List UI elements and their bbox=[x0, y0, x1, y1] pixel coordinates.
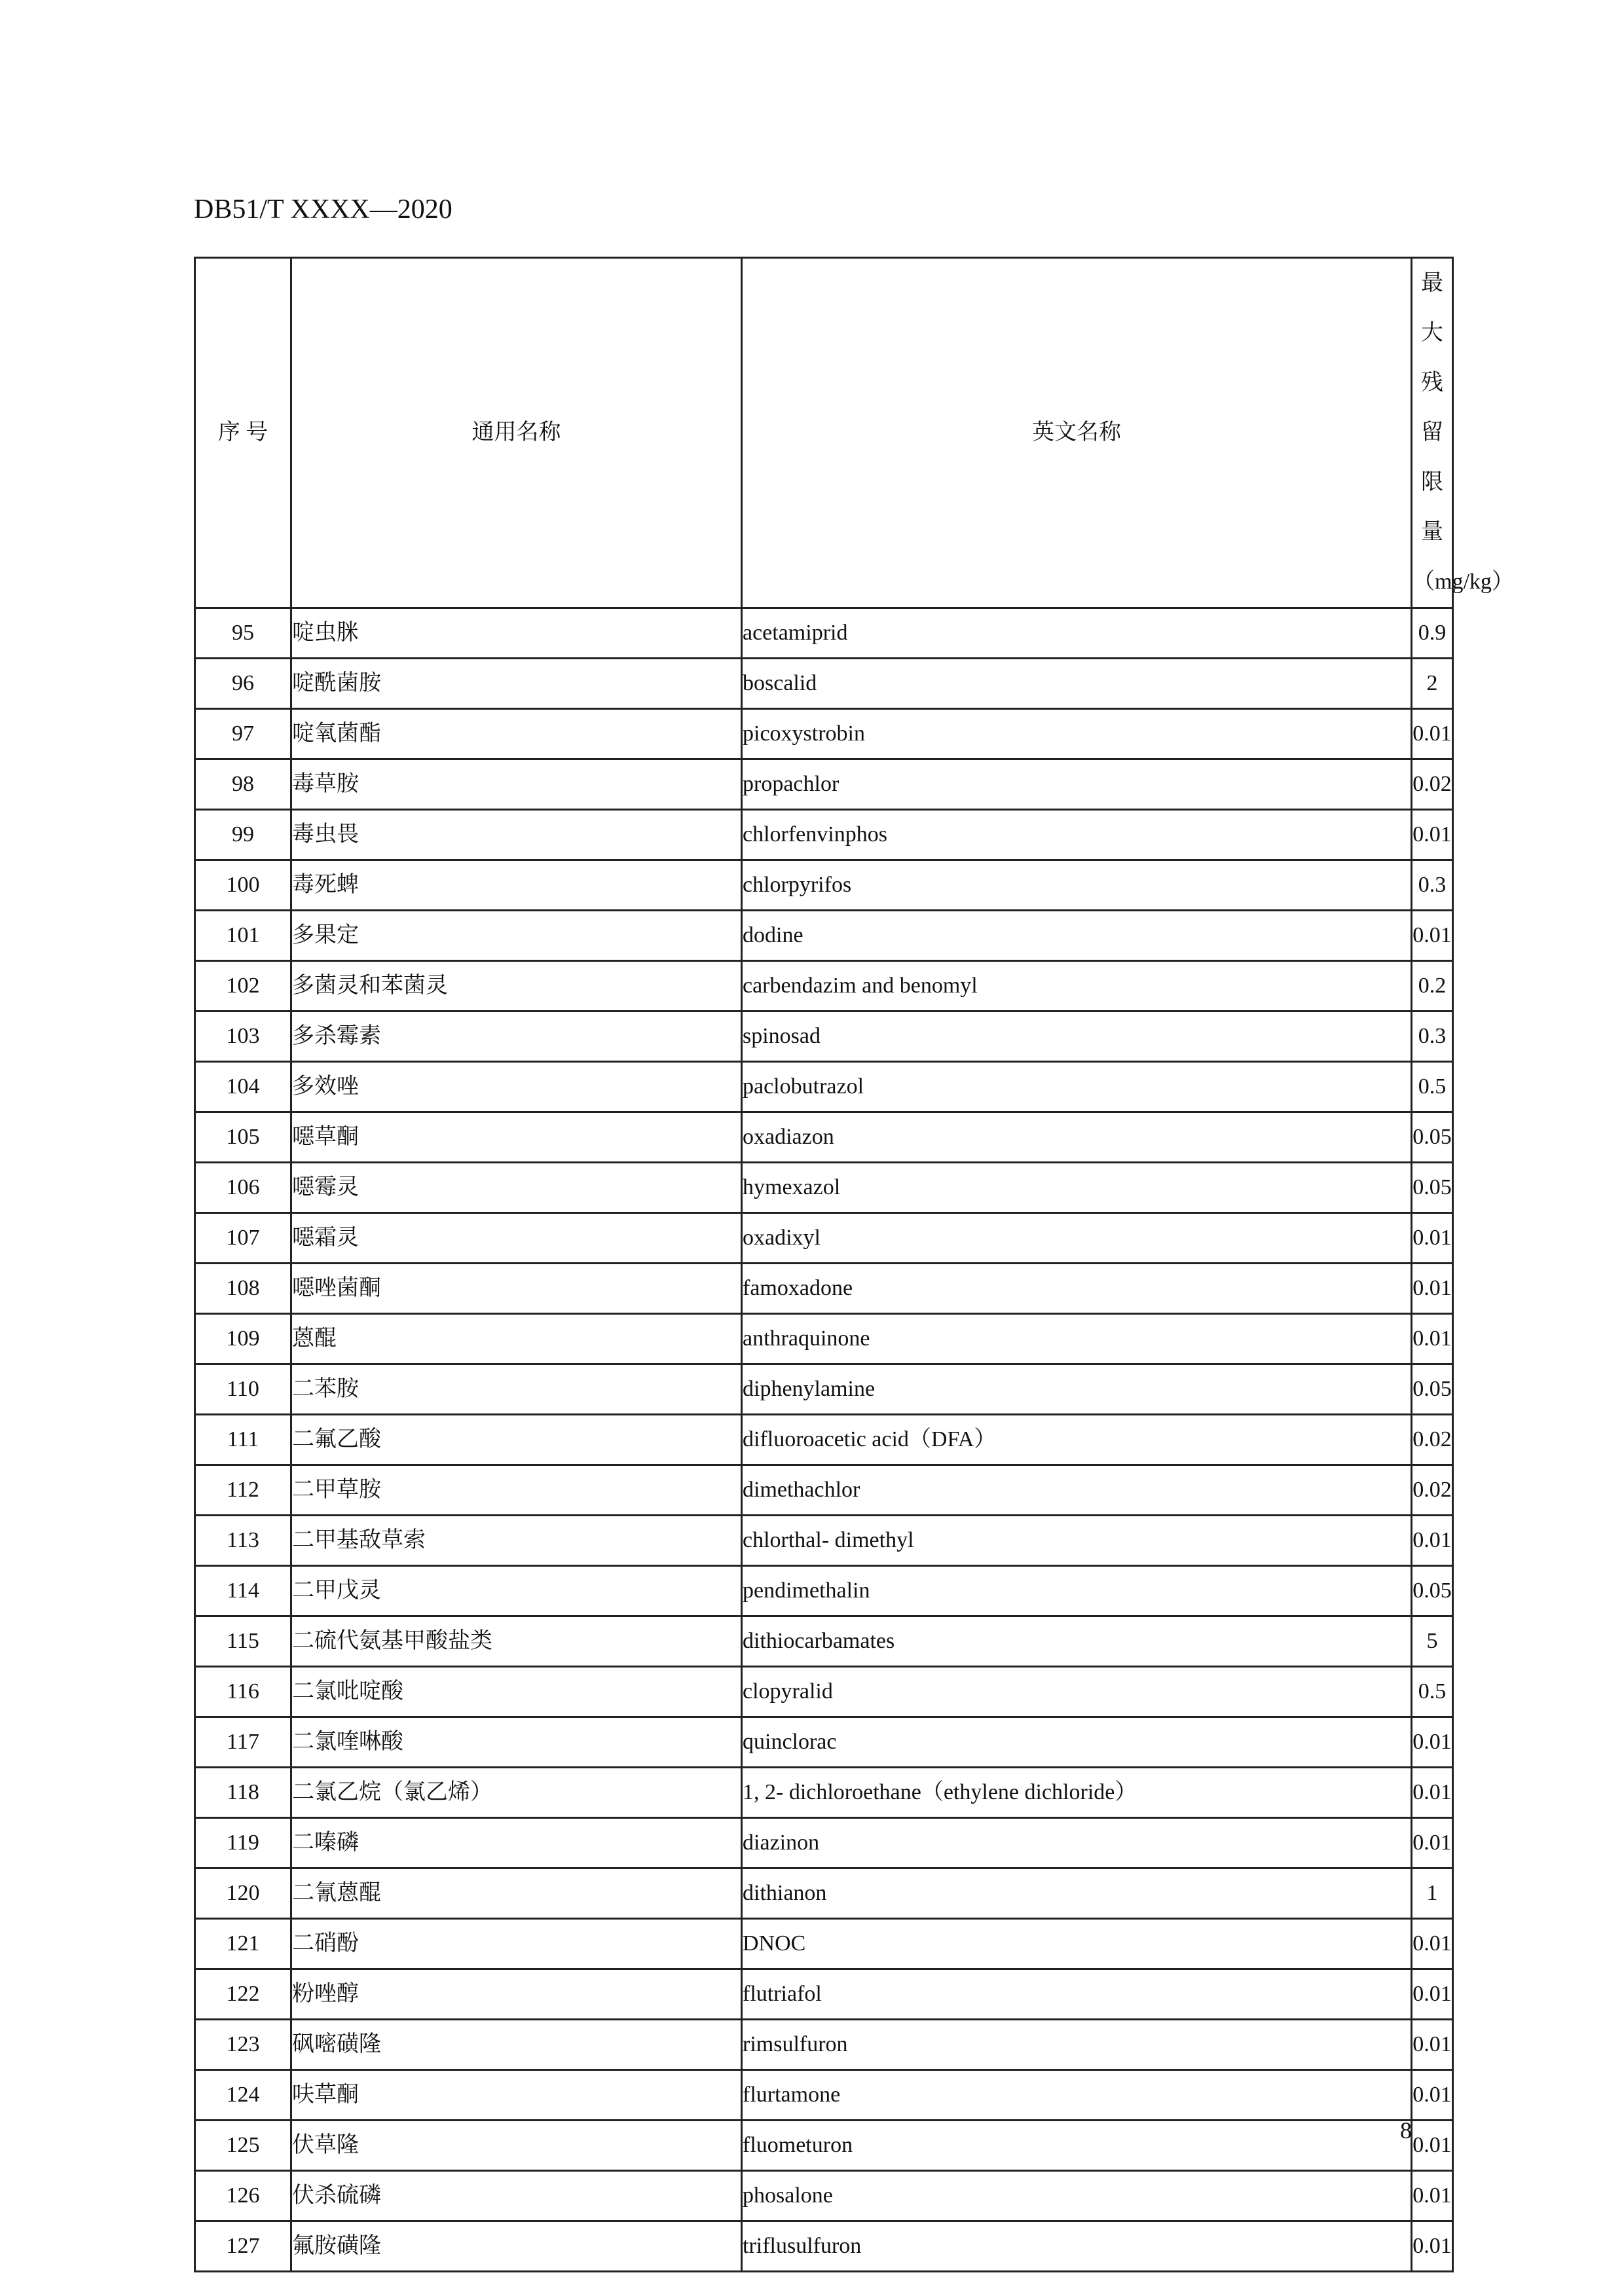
common-name-cell: 多效唑 bbox=[291, 1062, 742, 1112]
table-row bbox=[195, 1516, 1453, 1566]
english-name-cell: 1, 2- dichloroethane（ethylene dichloride） bbox=[742, 1768, 1412, 1818]
table-header-row bbox=[195, 258, 1453, 608]
column-header-max-residue-limit bbox=[1412, 258, 1514, 608]
table-row bbox=[195, 1768, 1453, 1818]
english-name-cell: quinclorac bbox=[742, 1717, 1412, 1768]
common-name-cell: 二甲戊灵 bbox=[291, 1566, 742, 1616]
english-name-cell: fluometuron bbox=[742, 2121, 1412, 2171]
table-row bbox=[195, 1011, 1453, 1062]
row-number-cell: 122 bbox=[195, 1969, 291, 2020]
max-residue-limit-cell: 0.3 bbox=[1412, 860, 1453, 911]
common-name-cell: 多菌灵和苯菌灵 bbox=[291, 961, 742, 1011]
row-number-cell: 106 bbox=[195, 1163, 291, 1213]
max-residue-limit-cell: 0.01 bbox=[1412, 1768, 1453, 1818]
table-row bbox=[195, 1818, 1453, 1868]
common-name-cell: 毒虫畏 bbox=[291, 810, 742, 860]
table-row bbox=[195, 1717, 1453, 1768]
table-row bbox=[195, 759, 1453, 810]
max-residue-limit-cell: 0.01 bbox=[1412, 1969, 1453, 2020]
table-row bbox=[195, 1465, 1453, 1516]
max-residue-limit-cell: 0.01 bbox=[1412, 709, 1453, 759]
row-number-cell: 109 bbox=[195, 1314, 291, 1364]
page-number: 8 bbox=[1400, 2117, 1412, 2143]
table-row bbox=[195, 1062, 1453, 1112]
table-row bbox=[195, 1969, 1453, 2020]
max-residue-limit-cell: 0.01 bbox=[1412, 2070, 1453, 2121]
common-name-cell: 多杀霉素 bbox=[291, 1011, 742, 1062]
common-name-cell: 伏杀硫磷 bbox=[291, 2171, 742, 2221]
table-row bbox=[195, 1314, 1453, 1364]
table-row bbox=[195, 1919, 1453, 1969]
row-number-cell: 113 bbox=[195, 1516, 291, 1566]
table-row bbox=[195, 1364, 1453, 1415]
english-name-cell: chlorthal- dimethyl bbox=[742, 1516, 1412, 1566]
common-name-cell: 二氯吡啶酸 bbox=[291, 1667, 742, 1717]
max-residue-limit-cell: 0.01 bbox=[1412, 2171, 1453, 2221]
row-number-cell: 124 bbox=[195, 2070, 291, 2121]
table-row bbox=[195, 709, 1453, 759]
english-name-cell: dimethachlor bbox=[742, 1465, 1412, 1516]
column-header-limit-line1: 最大残留限量 bbox=[1421, 271, 1443, 544]
pesticide-mrl-table bbox=[194, 257, 1514, 2272]
english-name-cell: chlorfenvinphos bbox=[742, 810, 1412, 860]
row-number-cell: 112 bbox=[195, 1465, 291, 1516]
max-residue-limit-cell: 0.01 bbox=[1412, 1516, 1453, 1566]
english-name-cell: phosalone bbox=[742, 2171, 1412, 2221]
table-row bbox=[195, 1163, 1453, 1213]
max-residue-limit-cell: 2 bbox=[1412, 659, 1453, 709]
table-row bbox=[195, 659, 1453, 709]
english-name-cell: diazinon bbox=[742, 1818, 1412, 1868]
common-name-cell: 二硝酚 bbox=[291, 1919, 742, 1969]
common-name-cell: 粉唑醇 bbox=[291, 1969, 742, 2020]
english-name-cell: oxadiazon bbox=[742, 1112, 1412, 1163]
max-residue-limit-cell: 0.5 bbox=[1412, 1062, 1453, 1112]
table-row bbox=[195, 2020, 1453, 2070]
common-name-cell: 二氰蒽醌 bbox=[291, 1868, 742, 1919]
max-residue-limit-cell: 0.01 bbox=[1412, 1264, 1453, 1314]
row-number-cell: 114 bbox=[195, 1566, 291, 1616]
english-name-cell: dithianon bbox=[742, 1868, 1412, 1919]
english-name-cell: picoxystrobin bbox=[742, 709, 1412, 759]
table-row bbox=[195, 2171, 1453, 2221]
english-name-cell: clopyralid bbox=[742, 1667, 1412, 1717]
common-name-cell: 二氟乙酸 bbox=[291, 1415, 742, 1465]
common-name-cell: 氟胺磺隆 bbox=[291, 2221, 742, 2272]
english-name-cell: rimsulfuron bbox=[742, 2020, 1412, 2070]
column-header-english-name-label: 英文名称 bbox=[1032, 420, 1121, 445]
common-name-cell: 毒死蜱 bbox=[291, 860, 742, 911]
max-residue-limit-cell: 1 bbox=[1412, 1868, 1453, 1919]
table-row bbox=[195, 911, 1453, 961]
table-row bbox=[195, 1616, 1453, 1667]
english-name-cell: carbendazim and benomyl bbox=[742, 961, 1412, 1011]
row-number-cell: 100 bbox=[195, 860, 291, 911]
row-number-cell: 98 bbox=[195, 759, 291, 810]
row-number-cell: 123 bbox=[195, 2020, 291, 2070]
table-row bbox=[195, 1868, 1453, 1919]
row-number-cell: 111 bbox=[195, 1415, 291, 1465]
english-name-cell: acetamiprid bbox=[742, 608, 1412, 659]
common-name-cell: 二氯喹啉酸 bbox=[291, 1717, 742, 1768]
english-name-cell: dithiocarbamates bbox=[742, 1616, 1412, 1667]
row-number-cell: 107 bbox=[195, 1213, 291, 1264]
max-residue-limit-cell: 0.05 bbox=[1412, 1364, 1453, 1415]
common-name-cell: 毒草胺 bbox=[291, 759, 742, 810]
max-residue-limit-cell: 0.05 bbox=[1412, 1163, 1453, 1213]
english-name-cell: boscalid bbox=[742, 659, 1412, 709]
common-name-cell: 呋草酮 bbox=[291, 2070, 742, 2121]
english-name-cell: chlorpyrifos bbox=[742, 860, 1412, 911]
max-residue-limit-cell: 0.5 bbox=[1412, 1667, 1453, 1717]
common-name-cell: 二苯胺 bbox=[291, 1364, 742, 1415]
max-residue-limit-cell: 0.05 bbox=[1412, 1112, 1453, 1163]
common-name-cell: 二嗪磷 bbox=[291, 1818, 742, 1868]
row-number-cell: 127 bbox=[195, 2221, 291, 2272]
max-residue-limit-cell: 0.02 bbox=[1412, 1415, 1453, 1465]
row-number-cell: 110 bbox=[195, 1364, 291, 1415]
common-name-cell: 噁草酮 bbox=[291, 1112, 742, 1163]
row-number-cell: 119 bbox=[195, 1818, 291, 1868]
english-name-cell: flutriafol bbox=[742, 1969, 1412, 2020]
common-name-cell: 蒽醌 bbox=[291, 1314, 742, 1364]
common-name-cell: 啶虫脒 bbox=[291, 608, 742, 659]
common-name-cell: 二硫代氨基甲酸盐类 bbox=[291, 1616, 742, 1667]
max-residue-limit-cell: 0.3 bbox=[1412, 1011, 1453, 1062]
common-name-cell: 多果定 bbox=[291, 911, 742, 961]
common-name-cell: 噁唑菌酮 bbox=[291, 1264, 742, 1314]
max-residue-limit-cell: 0.01 bbox=[1412, 2221, 1453, 2272]
table-row bbox=[195, 2070, 1453, 2121]
row-number-cell: 125 bbox=[195, 2121, 291, 2171]
table-row bbox=[195, 1264, 1453, 1314]
max-residue-limit-cell: 0.01 bbox=[1412, 1919, 1453, 1969]
max-residue-limit-cell: 0.01 bbox=[1412, 1818, 1453, 1868]
english-name-cell: pendimethalin bbox=[742, 1566, 1412, 1616]
row-number-cell: 99 bbox=[195, 810, 291, 860]
common-name-cell: 噁霉灵 bbox=[291, 1163, 742, 1213]
common-name-cell: 啶酰菌胺 bbox=[291, 659, 742, 709]
english-name-cell: propachlor bbox=[742, 759, 1412, 810]
row-number-cell: 96 bbox=[195, 659, 291, 709]
row-number-cell: 121 bbox=[195, 1919, 291, 1969]
common-name-cell: 噁霜灵 bbox=[291, 1213, 742, 1264]
table-row bbox=[195, 2221, 1453, 2272]
english-name-cell: paclobutrazol bbox=[742, 1062, 1412, 1112]
row-number-cell: 105 bbox=[195, 1112, 291, 1163]
max-residue-limit-cell: 0.01 bbox=[1412, 1717, 1453, 1768]
max-residue-limit-cell: 0.02 bbox=[1412, 1465, 1453, 1516]
row-number-cell: 95 bbox=[195, 608, 291, 659]
max-residue-limit-cell: 0.01 bbox=[1412, 1314, 1453, 1364]
table-row bbox=[195, 1415, 1453, 1465]
row-number-cell: 126 bbox=[195, 2171, 291, 2221]
max-residue-limit-cell: 0.9 bbox=[1412, 608, 1453, 659]
max-residue-limit-cell: 5 bbox=[1412, 1616, 1453, 1667]
english-name-cell: famoxadone bbox=[742, 1264, 1412, 1314]
common-name-cell: 二氯乙烷（氯乙烯） bbox=[291, 1768, 742, 1818]
column-header-english-name bbox=[742, 258, 1412, 608]
max-residue-limit-cell: 0.02 bbox=[1412, 759, 1453, 810]
row-number-cell: 120 bbox=[195, 1868, 291, 1919]
max-residue-limit-cell: 0.01 bbox=[1412, 2020, 1453, 2070]
common-name-cell: 二甲草胺 bbox=[291, 1465, 742, 1516]
document-code: DB51/T XXXX—2020 bbox=[194, 194, 452, 225]
max-residue-limit-cell: 0.05 bbox=[1412, 1566, 1453, 1616]
english-name-cell: diphenylamine bbox=[742, 1364, 1412, 1415]
english-name-cell: spinosad bbox=[742, 1011, 1412, 1062]
row-number-cell: 115 bbox=[195, 1616, 291, 1667]
row-number-cell: 103 bbox=[195, 1011, 291, 1062]
row-number-cell: 97 bbox=[195, 709, 291, 759]
column-header-no bbox=[195, 258, 291, 608]
table-row bbox=[195, 2121, 1453, 2171]
common-name-cell: 啶氧菌酯 bbox=[291, 709, 742, 759]
table-row bbox=[195, 810, 1453, 860]
common-name-cell: 砜嘧磺隆 bbox=[291, 2020, 742, 2070]
max-residue-limit-cell: 0.01 bbox=[1412, 1213, 1453, 1264]
common-name-cell: 伏草隆 bbox=[291, 2121, 742, 2171]
table-row bbox=[195, 860, 1453, 911]
table-row bbox=[195, 1566, 1453, 1616]
english-name-cell: hymexazol bbox=[742, 1163, 1412, 1213]
max-residue-limit-cell: 0.01 bbox=[1412, 2121, 1453, 2171]
table-row bbox=[195, 1213, 1453, 1264]
max-residue-limit-cell: 0.01 bbox=[1412, 911, 1453, 961]
row-number-cell: 102 bbox=[195, 961, 291, 1011]
english-name-cell: anthraquinone bbox=[742, 1314, 1412, 1364]
column-header-no-label: 序 号 bbox=[217, 420, 268, 445]
english-name-cell: flurtamone bbox=[742, 2070, 1412, 2121]
common-name-cell: 二甲基敌草索 bbox=[291, 1516, 742, 1566]
row-number-cell: 116 bbox=[195, 1667, 291, 1717]
table-row bbox=[195, 1112, 1453, 1163]
column-header-common-name bbox=[291, 258, 742, 608]
english-name-cell: difluoroacetic acid（DFA） bbox=[742, 1415, 1412, 1465]
english-name-cell: dodine bbox=[742, 911, 1412, 961]
table-row bbox=[195, 961, 1453, 1011]
row-number-cell: 104 bbox=[195, 1062, 291, 1112]
table-row bbox=[195, 608, 1453, 659]
row-number-cell: 117 bbox=[195, 1717, 291, 1768]
english-name-cell: oxadixyl bbox=[742, 1213, 1412, 1264]
row-number-cell: 101 bbox=[195, 911, 291, 961]
column-header-common-name-label: 通用名称 bbox=[471, 420, 561, 445]
table-row bbox=[195, 1667, 1453, 1717]
english-name-cell: DNOC bbox=[742, 1919, 1412, 1969]
english-name-cell: triflusulfuron bbox=[742, 2221, 1412, 2272]
max-residue-limit-cell: 0.01 bbox=[1412, 810, 1453, 860]
row-number-cell: 108 bbox=[195, 1264, 291, 1314]
max-residue-limit-cell: 0.2 bbox=[1412, 961, 1453, 1011]
row-number-cell: 118 bbox=[195, 1768, 291, 1818]
column-header-limit-unit: （mg/kg） bbox=[1412, 570, 1514, 594]
